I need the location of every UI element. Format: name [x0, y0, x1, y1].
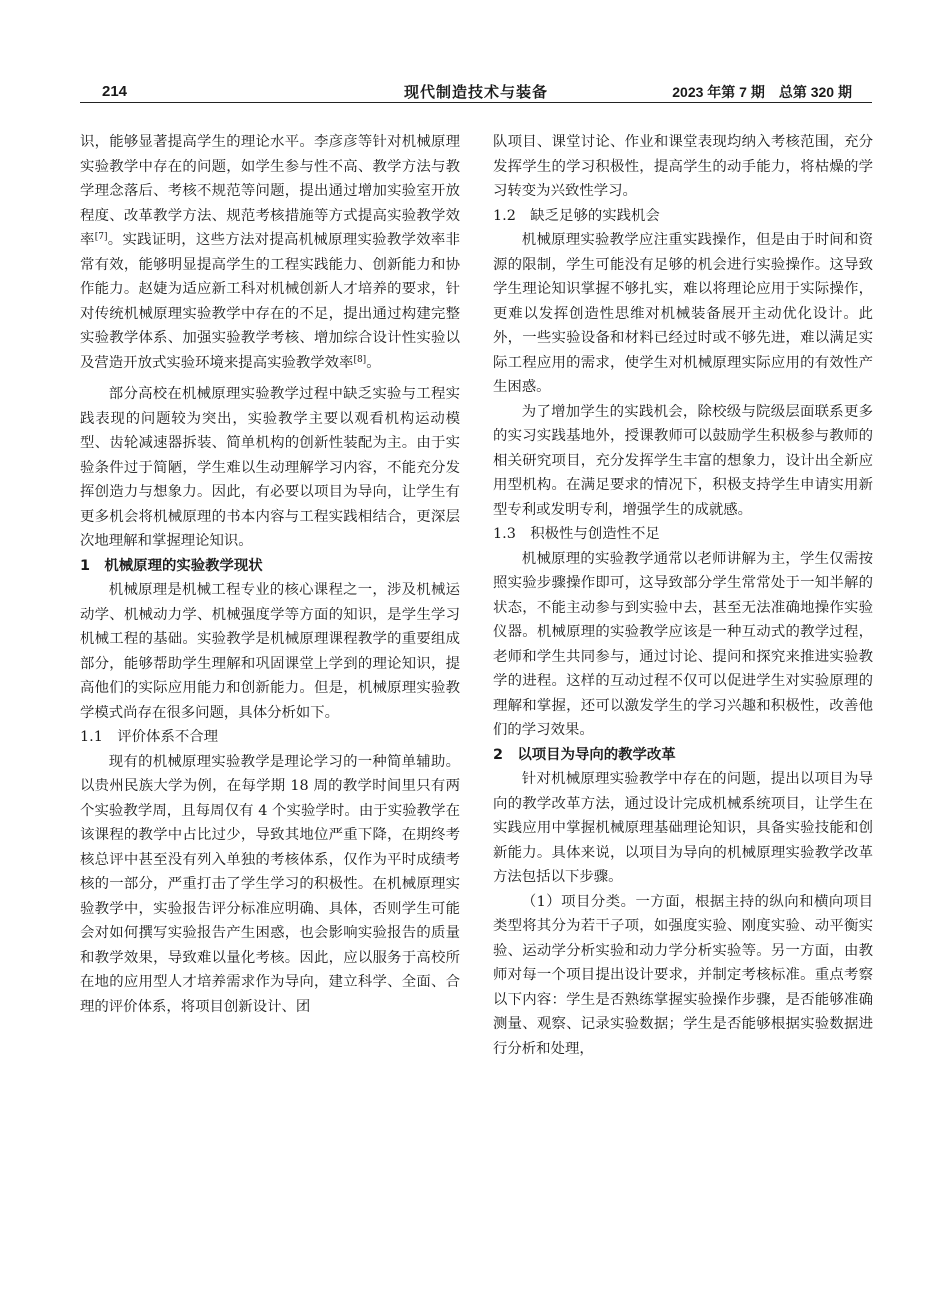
- paragraph: 队项目、课堂讨论、作业和课堂表现均纳入考核范围，充分发挥学生的学习积极性，提高学生的动手能力，将枯燥的学习转变为兴致性学习。: [493, 134, 873, 199]
- subsection-heading: 1.2 缺乏足够的实践机会: [493, 207, 660, 224]
- page-header: [80, 78, 872, 103]
- paragraph: 部分高校在机械原理实验教学过程中缺乏实验与工程实践表现的问题较为突出，实验教学主要以观看机构运动模型、齿轮减速器拆装、简单机构的创新性装配为主。由于实验条件过于简陋，学生难以生动理解学习内容，不能充分发挥创造力与想象力。因此，有必要以项目为导向，让学生有更多机会将机械原理的书本内容与工程实践相结合，更深层次地理解和掌握理论知识。: [80, 386, 460, 549]
- paragraph: 为了增加学生的实践机会，除校级与院级层面联系更多的实习实践基地外，授课教师可以鼓励学生积极参与教师的相关研究项目，充分发挥学生丰富的想象力，设计出全新应用型机构。在满足要求的情况下，积极支持学生申请实用新型专利或发明专利，增强学生的成就感。: [493, 403, 873, 518]
- paragraph: 现有的机械原理实验教学是理论学习的一种简单辅助。以贵州民族大学为例，在每学期 18 周的教学时间里只有两个实验教学周，且每周仅有 4 个实验学时。由于实验教学在该课程的教学中占比过少，导致其地位严重下降，在期终考核总评中甚至没有列入单独的考核体系，仅作为平时成绩考核的一部分，严重打击了学生学习的积极性。在机械原理实验教学中，实验报告评分标准应明确、具体，否则学生可能会对如何撰写实验报告产生困惑，也会影响实验报告的质量和教学效果，导致难以量化考核。因此，应以服务于高校所在地的应用型人才培养需求作为导向，建立科学、全面、合理的评价体系，将项目创新设计、团: [80, 753, 460, 1015]
- citation-ref[interactable]: [8]: [353, 354, 367, 365]
- paragraph: 针对机械原理实验教学中存在的问题，提出以项目为导向的教学改革方法，通过设计完成机械系统项目，让学生在实践应用中掌握机械原理基础理论知识，具备实验技能和创新能力。具体来说，以项目为导向的机械原理实验教学改革方法包括以下步骤。: [493, 771, 873, 885]
- paragraph: （1）项目分类。一方面，根据主持的纵向和横向项目类型将其分为若干子项，如强度实验、刚度实验、动平衡实验、运动学分析实验和动力学分析实验等。另一方面，由教师对每一个项目提出设计要求，并制定考核标准。重点考察以下内容：学生是否熟练掌握实验操作步骤，是否能够准确测量、观察、记录实验数据；学生是否能够根据实验数据进行分析和处理，: [493, 893, 873, 1057]
- subsection-heading: 1.1 评价体系不合理: [80, 729, 219, 745]
- paragraph: 机械原理是机械工程专业的核心课程之一，涉及机械运动学、机械动力学、机械强度学等方面的知识，是学生学习机械工程的基础。实验教学是机械原理课程教学的重要组成部分，能够帮助学生理解和巩固课堂上学到的理论知识，提高他们的实际应用能力和创新能力。但是，机械原理实验教学模式尚存在很多问题，具体分析如下。: [80, 582, 460, 721]
- page-number: 214: [102, 83, 128, 100]
- paragraph: 机械原理的实验教学通常以老师讲解为主，学生仅需按照实验步骤操作即可，这导致部分学生常常处于一知半解的状态，不能主动参与到实验中去，甚至无法准确地操作实验仪器。机械原理的实验教学应该是一种互动式的教学过程，老师和学生共同参与，通过讨论、提问和探究来推进实验教学的进程。这样的互动过程不仅可以促进学生对实验原理的理解和掌握，还可以激发学生的学习兴趣和积极性，改善他们的学习效果。: [493, 550, 873, 738]
- journal-title: 现代制造技术与装备: [403, 84, 548, 101]
- paragraph: 机械原理实验教学应注重实践操作，但是由于时间和资源的限制，学生可能没有足够的机会进行实验操作。这导致学生理论知识掌握不够扎实，难以将理论应用于实际操作，更难以发挥创造性思维对机械装备展开主动优化设计。此外，一些实验设备和材料已经过时或不够先进，难以满足实际工程应用的需求，使学生对机械原理实际应用的有效性产生困惑。: [493, 232, 873, 395]
- citation-ref[interactable]: [7]: [94, 232, 108, 242]
- paragraph: 识，能够显著提高学生的理论水平。李彦彦等针对机械原理实验教学中存在的问题，如学生参与性不高、教学方法与教学理念落后、考核不规范等问题，提出通过增加实验室开放程度、改革教学方法、规范考核措施等方式提高实验教学效率[7]。实践证明，这些方法对提高机械原理实验教学效率非常有效，能够明显提高学生的工程实践能力、创新能力和协作能力。赵婕为适应新工科对机械创新人才培养的要求，针对传统机械原理实验教学中存在的不足，提出通过构建完整实验教学体系、加强实验教学考核、增加综合设计性实验以及营造开放式实验环境来提高实验教学效率[8]。: [80, 134, 460, 371]
- section-heading: 2 以项目为导向的教学改革: [493, 746, 676, 763]
- subsection-heading: 1.3 积极性与创造性不足: [493, 526, 660, 542]
- left-column: [80, 130, 460, 1019]
- issue-info: 2023 年第 7 期 总第 320 期: [672, 84, 852, 100]
- right-column: [493, 130, 873, 1061]
- section-heading: 1 机械原理的实验教学现状: [80, 557, 263, 574]
